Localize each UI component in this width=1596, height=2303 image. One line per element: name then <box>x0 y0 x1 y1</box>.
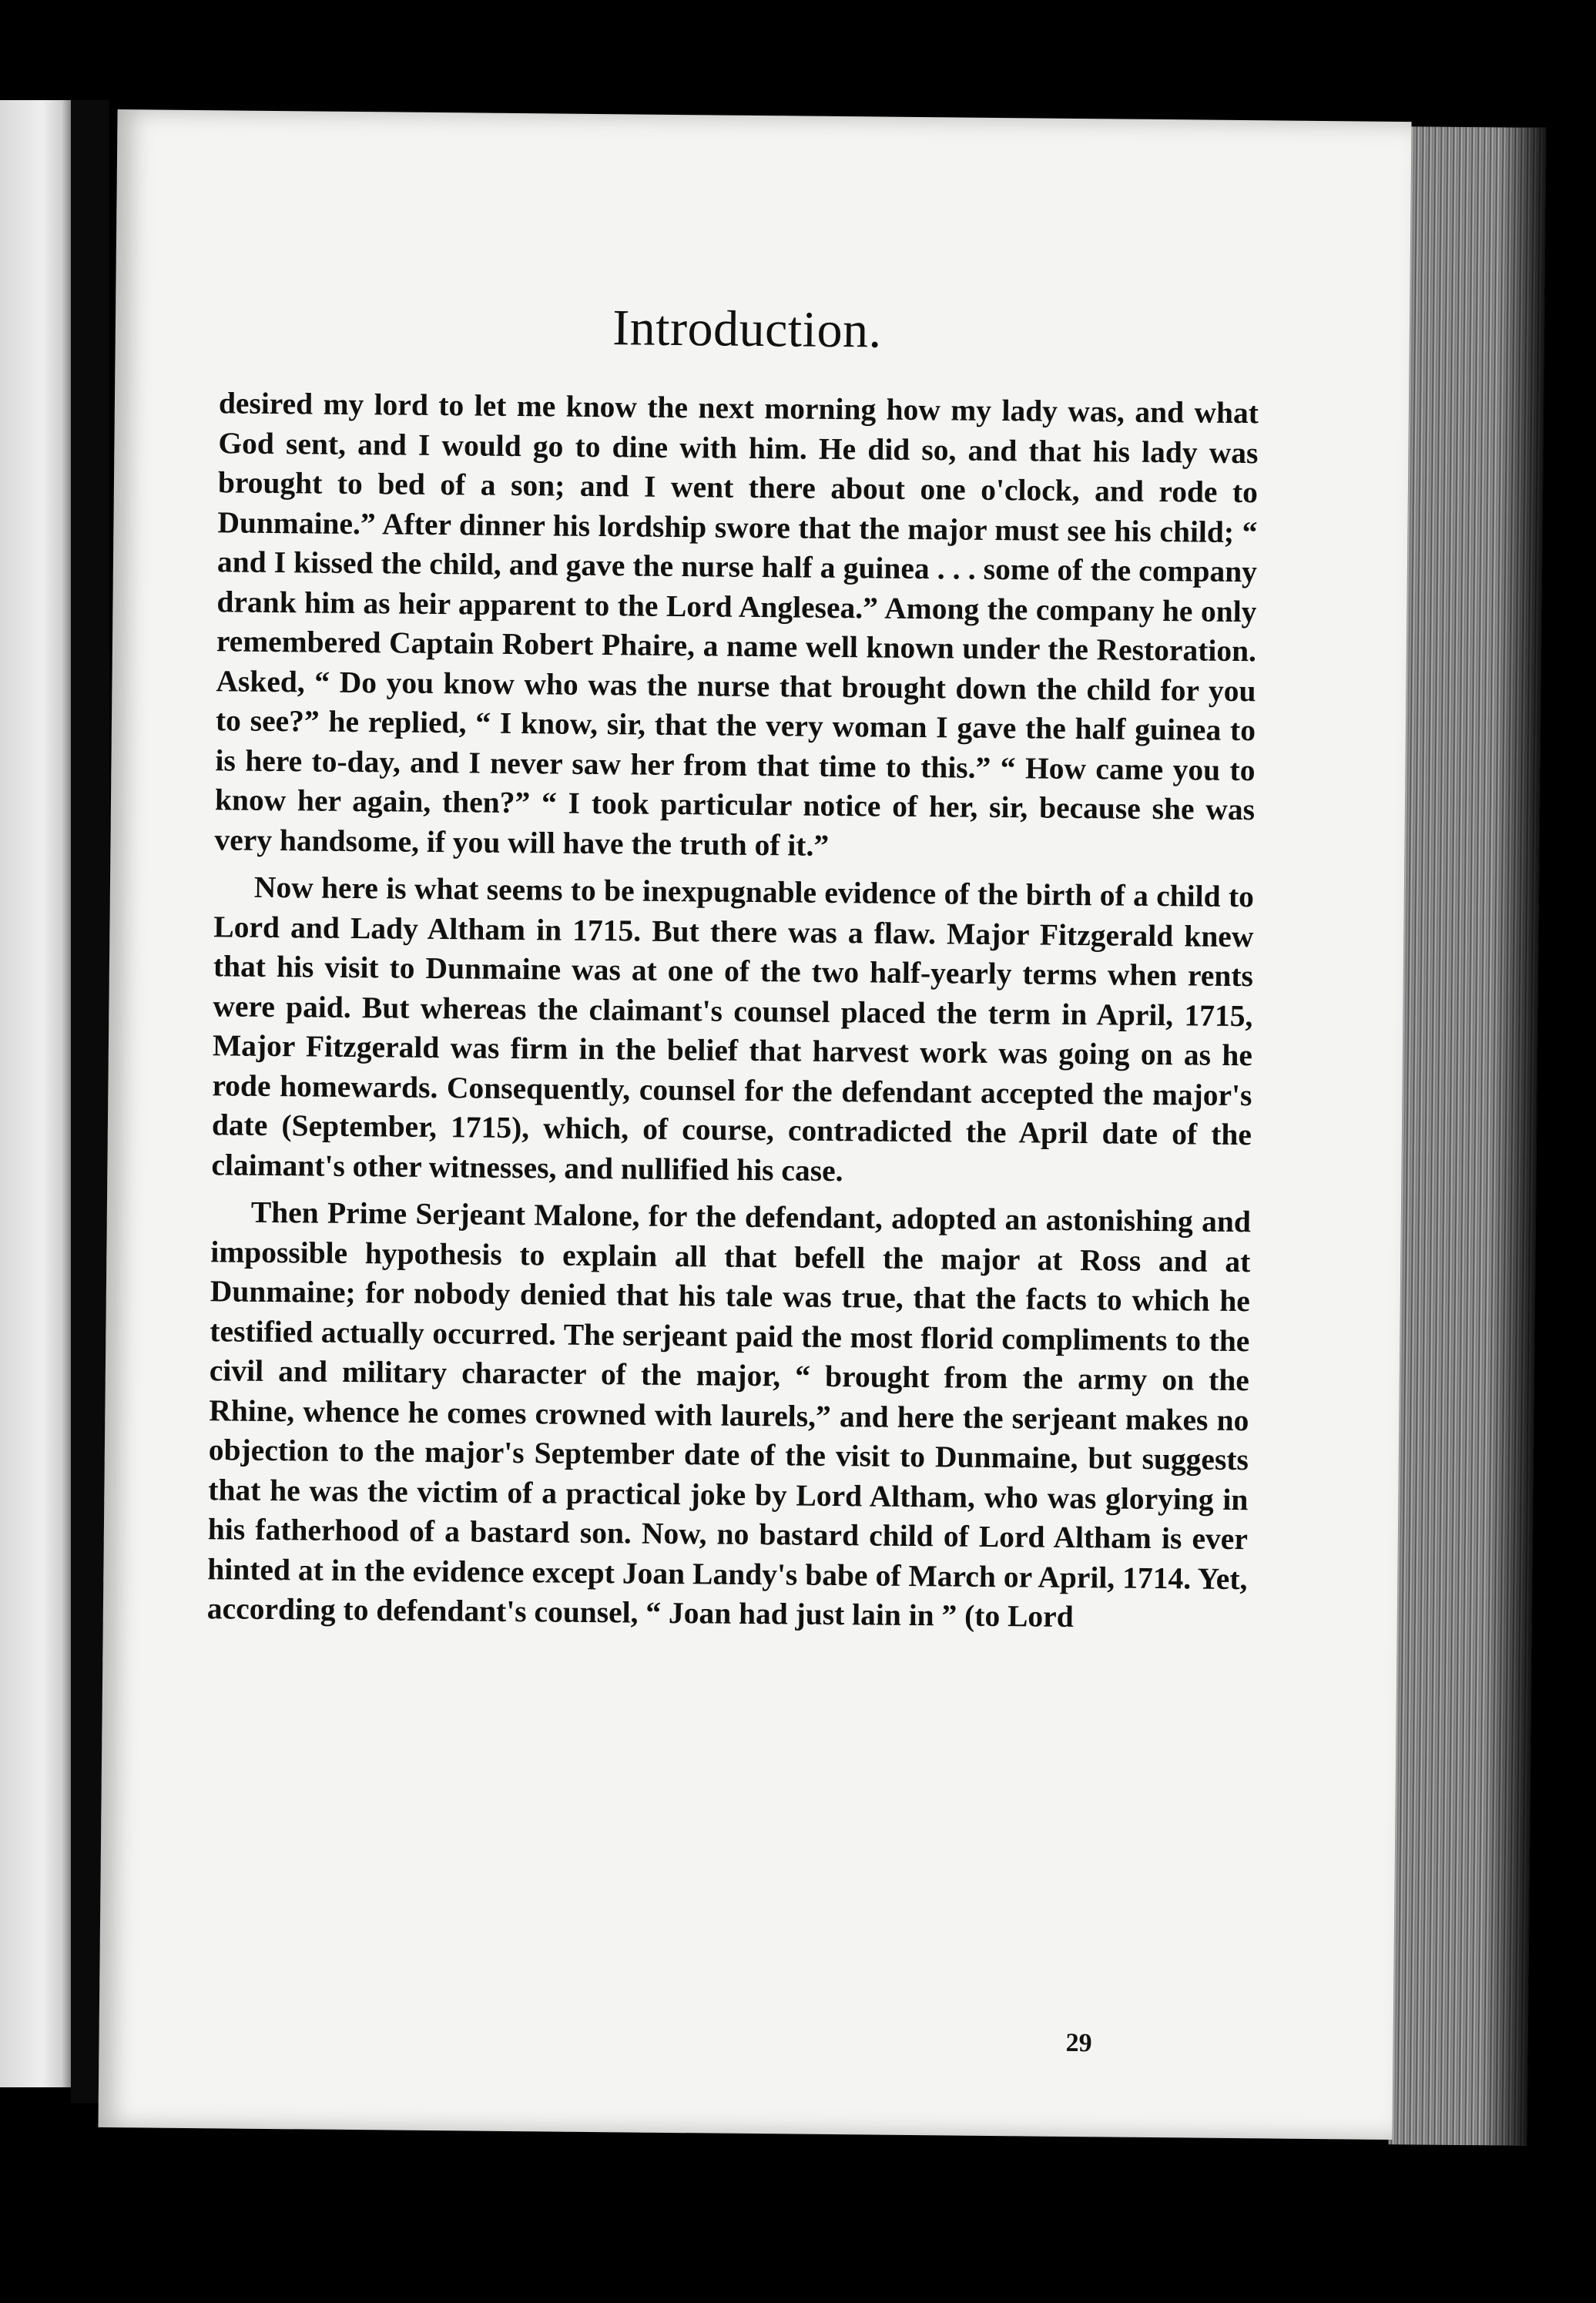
body-text <box>207 384 1259 1646</box>
running-head: Introduction. <box>612 300 882 359</box>
page-edge-stack <box>1388 126 1546 2146</box>
page-number: 29 <box>1065 2028 1092 2058</box>
book-page <box>98 109 1411 2140</box>
paragraph: Then Prime Serjeant Malone, for the defendant, adopted an astonishing and impossible hypothesis to explain all that befell the major at Ross and at Dunmaine; for nobody denied that his tale was true, that the facts to which he testified actually occurred. The serjeant paid the most florid compliments to the civil and military character of the major, “ brought from the army on the Rhine, whence he comes crowned with laurels,” and here the serjeant makes no objection to the major's September date of the visit to Dunmaine, but suggests that he was the victim of a practical joke by Lord Altham, who was glorying in his fatherhood of a bastard son. Now, no bastard child of Lord Altham is ever hinted at in the evidence except Joan Landy's babe of March or April, 1714. Yet, according to defendant's counsel, “ Joan had just lain in ” (to Lord <box>206 1195 1252 1634</box>
paragraph: desired my lord to let me know the next morning how my lady was, and what God sent, and I would go to dine with him. He did so, and that his lady was brought to bed of a son; and I went there about one o'clock, and rode to Dunmaine.” After dinner his lordship swore that the major must see his child; “ and I kissed the child, and gave the nurse half a guinea . . . some of the company drank him as heir apparent to the Lord Anglesea.” Among the company he only remembered Captain Robert Phaire, a name well known under the Restoration. Asked, “ Do you know who was the nurse that brought down the child for you to see?” he replied, “ I know, sir, that the very woman I gave the half guinea to is here to-day, and I never saw her from that time to this.” “ How came you to know her again, then?” “ I took particular notice of her, sir, because she was very handsome, if you will have the truth of it.” <box>214 386 1259 863</box>
left-facing-page-edge <box>0 100 77 2087</box>
paragraph: Now here is what seems to be inexpugnable evidence of the birth of a child to Lord and Lady Altham in 1715. But there was a flaw. Major Fitzgerald knew that his visit to Dunmaine was at one of the two half-yearly terms when rents were paid. But whereas the claimant's counsel placed the term in April, 1715, Major Fitzgerald was firm in the belief that harvest work was going on as he rode homewards. Consequently, counsel for the defendant accepted the major's date (September, 1715), which, of course, contradicted the April date of the claimant's other witnesses, and nullified his case. <box>211 870 1255 1188</box>
